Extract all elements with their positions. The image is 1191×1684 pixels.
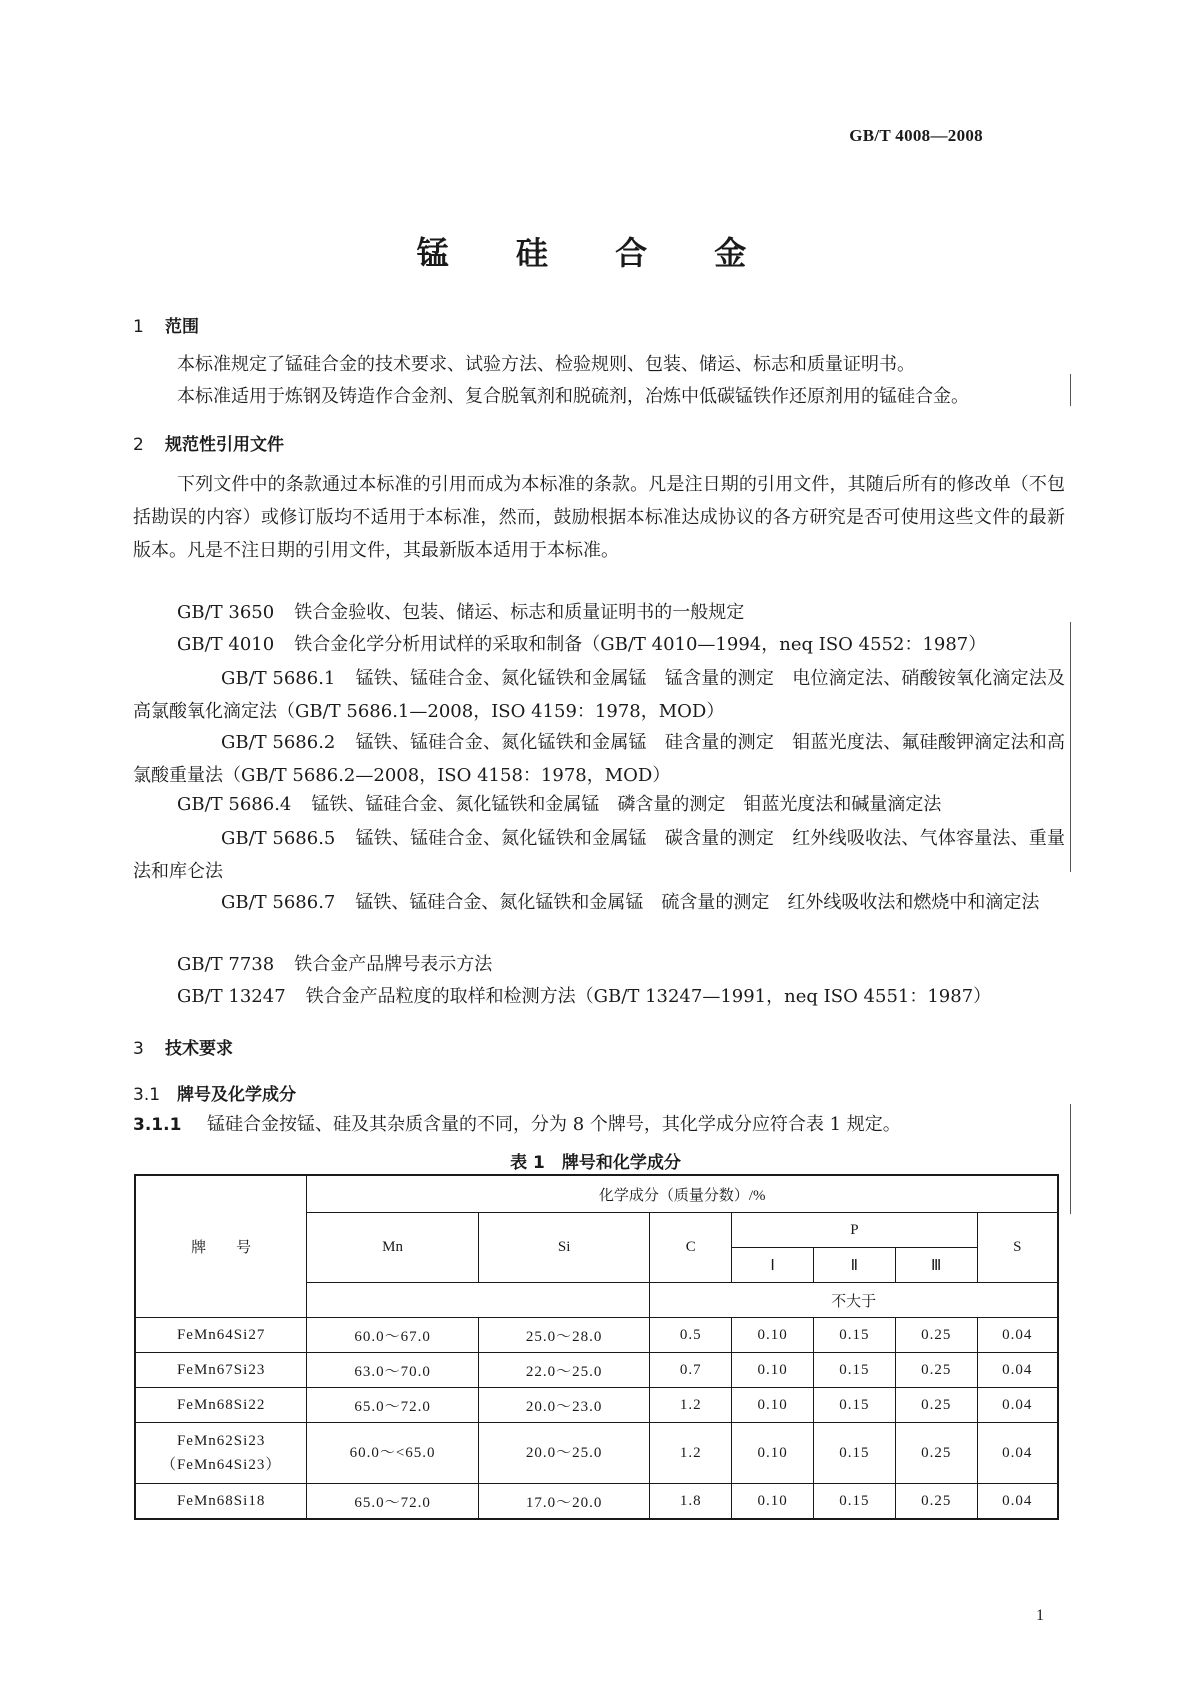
section-2-heading [133,430,284,455]
p3-cell: 0.25 [895,1388,977,1423]
c-cell: 1.8 [650,1484,732,1520]
document-title: 锰 硅 合 金 [416,234,775,272]
col-si-header: Si [478,1213,650,1283]
s-cell: 0.04 [977,1484,1058,1520]
si-cell: 20.0～23.0 [478,1388,650,1423]
ref-item [177,790,941,816]
ref-code: GB/T 5686.1 [221,668,336,689]
ref-code: GB/T 4010 [177,634,275,655]
p-class-3-header: Ⅲ [895,1248,977,1283]
blank-cell [307,1283,650,1318]
col-p-header: P [732,1213,977,1248]
ref-title: 铁合金产品粒度的取样和检测方法（GB/T 13247—1991，neq ISO 4551：1987） [305,986,992,1007]
ref-item [133,886,1065,919]
change-bar [1070,622,1071,872]
p2-cell: 0.15 [813,1353,895,1388]
section-number: 1 [133,317,144,337]
p3-cell: 0.25 [895,1318,977,1353]
section-title: 牌号及化学成分 [177,1085,296,1105]
p1-cell: 0.10 [732,1318,814,1353]
p1-cell: 0.10 [732,1484,814,1520]
ref-title: 锰铁、锰硅合金、氮化锰铁和金属锰 碳含量的测定 红外线吸收法、气体容量法、重量法和库仑法 [133,828,1065,882]
change-bar [1070,374,1071,406]
ref-code: GB/T 5686.7 [221,892,336,913]
p1-cell: 0.10 [732,1353,814,1388]
ref-title: 锰铁、锰硅合金、氮化锰铁和金属锰 硅含量的测定 钼蓝光度法、氟硅酸钾滴定法和高氯酸重量法（GB/T 5686.2—2008，ISO 4158：1978，MOD） [133,732,1065,786]
grade-cell: FeMn68Si22 [135,1388,307,1423]
p3-cell: 0.25 [895,1423,977,1484]
s-cell: 0.04 [977,1353,1058,1388]
table-row [135,1423,1058,1484]
section-3-heading [133,1034,233,1059]
section-title: 规范性引用文件 [165,435,284,455]
grade-alt-name: （FeMn64Si23） [160,1457,282,1473]
ref-item [133,726,1065,792]
mn-cell: 63.0～70.0 [307,1353,479,1388]
s-cell: 0.04 [977,1318,1058,1353]
ref-item [133,662,1065,728]
p3-cell: 0.25 [895,1484,977,1520]
ref-code: GB/T 5686.2 [221,732,336,753]
section-number: 2 [133,435,144,455]
c-cell: 0.5 [650,1318,732,1353]
s-cell: 0.04 [977,1423,1058,1484]
col-mn-header: Mn [307,1213,479,1283]
not-greater-header: 不大于 [650,1283,1058,1318]
col-s-header: S [977,1213,1058,1283]
p2-cell: 0.15 [813,1423,895,1484]
ref-code: GB/T 13247 [177,986,286,1007]
c-cell: 1.2 [650,1388,732,1423]
table-caption: 表 1 牌号和化学成分 [510,1153,681,1173]
standard-number: GB/T 4008—2008 [849,126,983,145]
mn-cell: 65.0～72.0 [307,1484,479,1520]
p1-cell: 0.10 [732,1423,814,1484]
grade-cell: FeMn64Si27 [135,1318,307,1353]
ref-title: 锰铁、锰硅合金、氮化锰铁和金属锰 磷含量的测定 钼蓝光度法和碱量滴定法 [311,794,942,815]
ref-code: GB/T 5686.5 [221,828,336,849]
col-c-header: C [650,1213,732,1283]
composition-header: 化学成分（质量分数）/% [307,1175,1058,1213]
ref-item [177,630,986,656]
ref-code: GB/T 7738 [177,954,275,975]
si-cell: 20.0～25.0 [478,1423,650,1484]
clause-3-1-1 [133,1110,901,1136]
section-number: 3 [133,1039,144,1059]
section-title: 技术要求 [165,1039,233,1059]
clause-number: 3.1.1 [133,1115,182,1135]
clause-text: 锰硅合金按锰、硅及其杂质含量的不同，分为 8 个牌号，其化学成分应符合表 1 规定。 [207,1114,901,1135]
p1-cell: 0.10 [732,1388,814,1423]
ref-title: 锰铁、锰硅合金、氮化锰铁和金属锰 硫含量的测定 红外线吸收法和燃烧中和滴定法 [355,892,1040,913]
ref-title: 铁合金产品牌号表示方法 [294,954,493,975]
ref-title: 锰铁、锰硅合金、氮化锰铁和金属锰 锰含量的测定 电位滴定法、硝酸铵氧化滴定法及高氯酸氧化滴定法（GB/T 5686.1—2008，ISO 4159：1978，MOD） [133,668,1065,722]
grade-cell: FeMn68Si18 [135,1484,307,1520]
section-2-intro: 下列文件中的条款通过本标准的引用而成为本标准的条款。凡是注日期的引用文件，其随后所有的修改单（不包括勘误的内容）或修订版均不适用于本标准，然而，鼓励根据本标准达成协议的各方研究是否可使用这些文件的最新版本。凡是不注日期的引用文件，其最新版本适用于本标准。 [133,474,1065,561]
ref-item [177,598,744,624]
section-1-heading [133,312,199,337]
page-number: 1 [1036,1607,1044,1624]
table-row [135,1484,1058,1520]
ref-title: 铁合金化学分析用试样的采取和制备（GB/T 4010—1994，neq ISO 4552：1987） [294,634,987,655]
p3-cell: 0.25 [895,1353,977,1388]
ref-item [133,822,1065,888]
section-title: 范围 [165,317,199,337]
subsection-3-1-heading [133,1080,296,1105]
section-1-para-1: 本标准规定了锰硅合金的技术要求、试验方法、检验规则、包装、储运、标志和质量证明书。 [177,354,915,375]
section-number: 3.1 [133,1085,161,1105]
mn-cell: 65.0～72.0 [307,1388,479,1423]
c-cell: 0.7 [650,1353,732,1388]
mn-cell: 60.0～67.0 [307,1318,479,1353]
table-row [135,1388,1058,1423]
ref-code: GB/T 5686.4 [177,794,292,815]
si-cell: 25.0～28.0 [478,1318,650,1353]
grade-cell: FeMn67Si23 [135,1353,307,1388]
p-class-2-header: Ⅱ [813,1248,895,1283]
s-cell: 0.04 [977,1388,1058,1423]
table-row [135,1353,1058,1388]
si-cell: 22.0～25.0 [478,1353,650,1388]
grade-header: 牌 号 [135,1175,307,1318]
grade-cell [135,1423,307,1484]
ref-item [177,982,991,1008]
p-class-1-header: Ⅰ [732,1248,814,1283]
composition-table [134,1174,1059,1520]
ref-title: 铁合金验收、包装、储运、标志和质量证明书的一般规定 [294,602,745,623]
p2-cell: 0.15 [813,1318,895,1353]
mn-cell: 60.0～<65.0 [307,1423,479,1484]
ref-item [177,950,492,976]
p2-cell: 0.15 [813,1484,895,1520]
table-row [135,1318,1058,1353]
p2-cell: 0.15 [813,1388,895,1423]
ref-code: GB/T 3650 [177,602,275,623]
section-1-para-2: 本标准适用于炼钢及铸造作合金剂、复合脱氧剂和脱硫剂，冶炼中低碳锰铁作还原剂用的锰硅合金。 [177,386,969,407]
grade-name: FeMn62Si23 [176,1433,266,1449]
c-cell: 1.2 [650,1423,732,1484]
si-cell: 17.0～20.0 [478,1484,650,1520]
